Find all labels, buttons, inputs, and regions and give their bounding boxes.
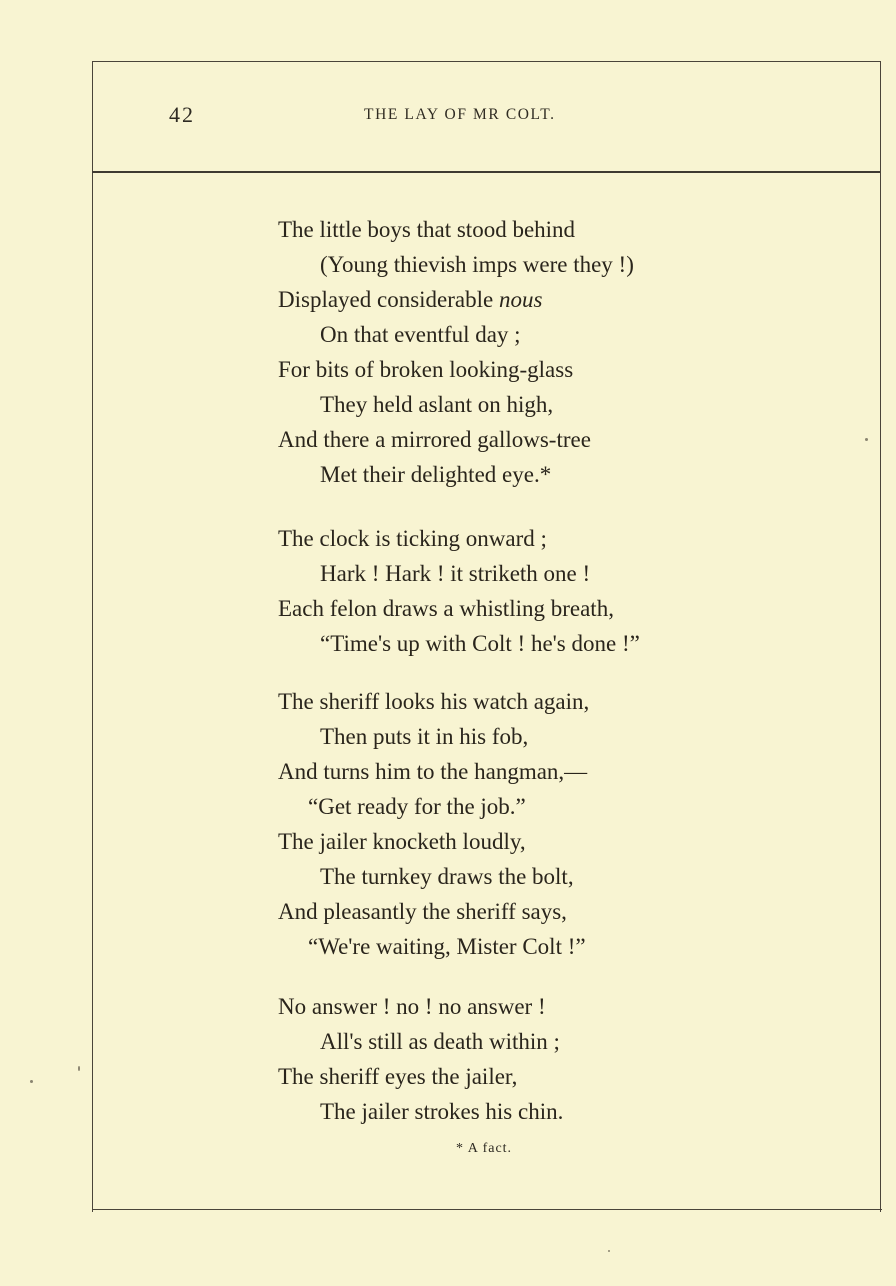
verse-line: The sheriff looks his watch again, [278,689,590,714]
verse-line: On that eventful day ; [320,322,521,347]
stanza-3 [278,684,589,964]
header-rule [92,171,880,173]
running-title: THE LAY OF MR COLT. [364,106,556,123]
verse-line: No answer ! no ! no answer ! [278,994,546,1019]
stanza-1 [278,212,634,492]
verse-line: The turnkey draws the bolt, [320,864,574,889]
verse-line: (Young thievish imps were they !) [320,252,634,277]
verse-line: All's still as death within ; [320,1029,560,1054]
verse-line: The little boys that stood behind [278,217,576,242]
page-number: 42 [169,102,195,127]
verse-line: The sheriff eyes the jailer, [278,1064,518,1089]
verse-line: Hark ! Hark ! it striketh one ! [320,561,591,586]
verse-line: “Time's up with Colt ! he's done !” [320,631,640,656]
paper-speck [78,1066,80,1071]
verse-line [278,282,634,317]
italic-word: nous [498,287,543,312]
verse-line: And there a mirrored gallows-tree [278,427,591,452]
verse-line: The jailer knocketh loudly, [278,829,526,854]
verse-line: The clock is ticking onward ; [278,526,547,551]
verse-line: “We're waiting, Mister Colt !” [308,934,586,959]
stanza-2 [278,521,640,661]
bottom-rule [92,1209,882,1210]
verse-line: And pleasantly the sheriff says, [278,899,567,924]
verse-line: Met their delighted eye.* [320,462,552,487]
verse-line: “Get ready for the job.” [308,794,526,819]
stanza-4 [278,989,563,1129]
paper-speck [865,438,868,441]
paper-speck [30,1080,33,1083]
paper-speck [608,1250,610,1252]
verse-line: Then puts it in his fob, [320,724,529,749]
verse-line: For bits of broken looking-glass [278,357,574,382]
verse-line: They held aslant on high, [320,392,554,417]
verse-line: Each felon draws a whistling breath, [278,596,614,621]
verse-line: And turns him to the hangman,— [278,759,588,784]
footnote: * A fact. [456,1141,513,1156]
verse-line: The jailer strokes his chin. [320,1099,564,1124]
verse-text: Displayed considerable [278,287,499,312]
